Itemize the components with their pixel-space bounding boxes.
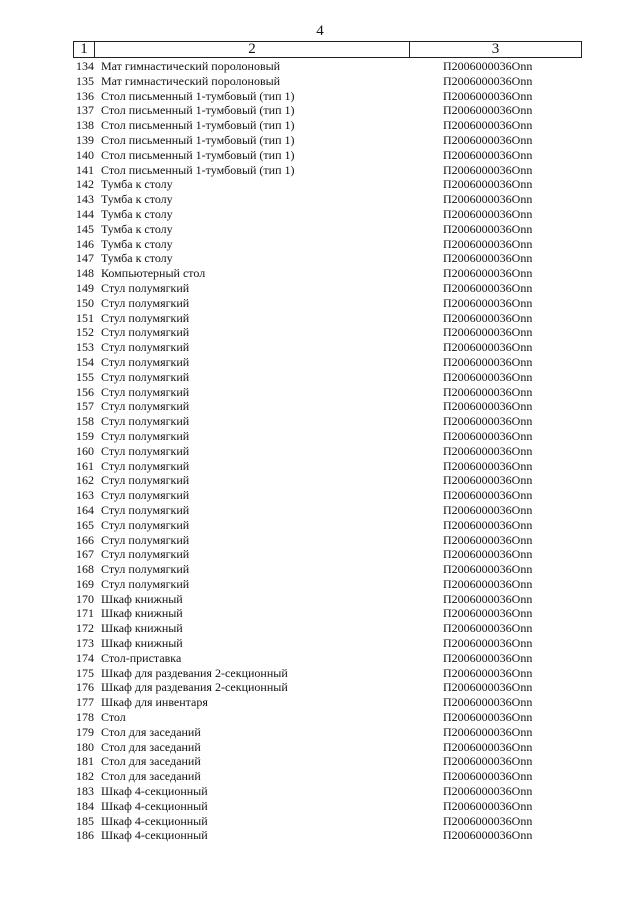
inventory-code: П2006000036Оnn	[443, 162, 533, 177]
item-name: Шкаф книжный	[101, 591, 183, 606]
item-name: Шкаф 4-секционный	[101, 813, 208, 828]
row-number: 159	[76, 428, 94, 443]
row-number: 162	[76, 473, 94, 488]
inventory-code: П2006000036Оnn	[443, 414, 533, 429]
inventory-code: П2006000036Оnn	[443, 724, 533, 739]
item-name: Стул полумягкий	[101, 517, 190, 532]
inventory-code: П2006000036Оnn	[443, 636, 533, 651]
item-name: Шкаф книжный	[101, 606, 183, 621]
item-name: Тумба к столу	[101, 177, 173, 192]
table-row	[0, 769, 640, 784]
table-row	[0, 370, 640, 385]
table-row	[0, 429, 640, 444]
table-row	[0, 533, 640, 548]
inventory-code: П2006000036Оnn	[443, 266, 533, 281]
inventory-code: П2006000036Оnn	[443, 325, 533, 340]
inventory-code: П2006000036Оnn	[443, 710, 533, 725]
inventory-code: П2006000036Оnn	[443, 606, 533, 621]
table-header	[73, 41, 582, 58]
table-row	[0, 311, 640, 326]
row-number: 180	[76, 739, 94, 754]
table-row	[0, 577, 640, 592]
item-name: Стул полумягкий	[101, 340, 190, 355]
inventory-code: П2006000036Оnn	[443, 517, 533, 532]
item-name: Шкаф 4-секционный	[101, 798, 208, 813]
row-number: 174	[76, 650, 94, 665]
inventory-code: П2006000036Оnn	[443, 591, 533, 606]
page-number: 4	[316, 23, 324, 39]
inventory-code: П2006000036Оnn	[443, 147, 533, 162]
table-row	[0, 251, 640, 266]
item-name: Тумба к столу	[101, 236, 173, 251]
table-row	[0, 444, 640, 459]
table-row	[0, 592, 640, 607]
item-name: Мат гимнастический поролоновый	[101, 73, 281, 88]
item-name: Стул полумягкий	[101, 458, 190, 473]
item-name: Шкаф книжный	[101, 636, 183, 651]
column-header-3: 3	[491, 41, 500, 57]
inventory-code: П2006000036Оnn	[443, 443, 533, 458]
row-number: 158	[76, 414, 94, 429]
item-name: Шкаф 4-секционный	[101, 828, 208, 843]
row-number: 152	[76, 325, 94, 340]
inventory-code: П2006000036Оnn	[443, 340, 533, 355]
table-row	[0, 799, 640, 814]
column-header-2: 2	[95, 42, 410, 57]
table-row	[0, 59, 640, 74]
inventory-code: П2006000036Оnn	[443, 88, 533, 103]
table-row	[0, 118, 640, 133]
table-row	[0, 222, 640, 237]
item-name: Стул полумягкий	[101, 280, 190, 295]
item-name: Стул полумягкий	[101, 295, 190, 310]
table-row	[0, 103, 640, 118]
table-row	[0, 621, 640, 636]
table-row	[0, 547, 640, 562]
inventory-code: П2006000036Оnn	[443, 532, 533, 547]
inventory-code: П2006000036Оnn	[443, 488, 533, 503]
table-row	[0, 651, 640, 666]
table-row	[0, 74, 640, 89]
table-row	[0, 399, 640, 414]
item-name: Стул полумягкий	[101, 310, 190, 325]
row-number: 142	[76, 177, 94, 192]
row-number: 135	[76, 73, 94, 88]
item-name: Стол письменный 1-тумбовый (тип 1)	[101, 132, 295, 147]
row-number: 161	[76, 458, 94, 473]
row-number: 138	[76, 118, 94, 133]
row-number: 150	[76, 295, 94, 310]
row-number: 154	[76, 354, 94, 369]
table-row	[0, 666, 640, 681]
table-row	[0, 754, 640, 769]
table-row	[0, 296, 640, 311]
inventory-code: П2006000036Оnn	[443, 428, 533, 443]
item-name: Стул полумягкий	[101, 428, 190, 443]
row-number: 165	[76, 517, 94, 532]
item-name: Стул полумягкий	[101, 399, 190, 414]
table-row	[0, 680, 640, 695]
inventory-code: П2006000036Оnn	[443, 354, 533, 369]
table-row	[0, 237, 640, 252]
item-name: Стул полумягкий	[101, 384, 190, 399]
table-row	[0, 325, 640, 340]
row-number: 181	[76, 754, 94, 769]
item-name: Стул полумягкий	[101, 325, 190, 340]
row-number: 147	[76, 251, 94, 266]
row-number: 145	[76, 221, 94, 236]
row-number: 148	[76, 266, 94, 281]
inventory-code: П2006000036Оnn	[443, 310, 533, 325]
inventory-code: П2006000036Оnn	[443, 650, 533, 665]
table-row	[0, 828, 640, 843]
table-row	[0, 414, 640, 429]
inventory-code: П2006000036Оnn	[443, 177, 533, 192]
row-number: 167	[76, 547, 94, 562]
row-number: 157	[76, 399, 94, 414]
inventory-code: П2006000036Оnn	[443, 73, 533, 88]
inventory-code: П2006000036Оnn	[443, 739, 533, 754]
item-name: Стол письменный 1-тумбовый (тип 1)	[101, 103, 295, 118]
inventory-code: П2006000036Оnn	[443, 473, 533, 488]
inventory-code: П2006000036Оnn	[443, 103, 533, 118]
row-number: 141	[76, 162, 94, 177]
table-row	[0, 281, 640, 296]
row-number: 139	[76, 132, 94, 147]
item-name: Компьютерный стол	[101, 266, 206, 281]
row-number: 175	[76, 665, 94, 680]
item-name: Шкаф книжный	[101, 621, 183, 636]
table-row	[0, 518, 640, 533]
table-row	[0, 473, 640, 488]
row-number: 164	[76, 502, 94, 517]
row-number: 146	[76, 236, 94, 251]
item-name: Тумба к столу	[101, 206, 173, 221]
inventory-code: П2006000036Оnn	[443, 132, 533, 147]
inventory-code: П2006000036Оnn	[443, 547, 533, 562]
inventory-code: П2006000036Оnn	[443, 369, 533, 384]
table-row	[0, 355, 640, 370]
table-row	[0, 488, 640, 503]
row-number: 176	[76, 680, 94, 695]
item-name: Стол-приставка	[101, 650, 182, 665]
item-name: Шкаф для раздевания 2-секционный	[101, 665, 288, 680]
inventory-code: П2006000036Оnn	[443, 251, 533, 266]
table-row	[0, 695, 640, 710]
column-header-1: 1	[74, 42, 95, 57]
table-row	[0, 562, 640, 577]
inventory-code: П2006000036Оnn	[443, 621, 533, 636]
inventory-code: П2006000036Оnn	[443, 280, 533, 295]
item-name: Стул полумягкий	[101, 443, 190, 458]
item-name: Стол письменный 1-тумбовый (тип 1)	[101, 118, 295, 133]
inventory-code: П2006000036Оnn	[443, 59, 533, 73]
row-number: 184	[76, 798, 94, 813]
item-name: Стул полумягкий	[101, 502, 190, 517]
inventory-table-body	[0, 59, 640, 843]
item-name: Стол для заседаний	[101, 754, 201, 769]
row-number: 134	[76, 59, 94, 73]
row-number: 177	[76, 695, 94, 710]
item-name: Стул полумягкий	[101, 547, 190, 562]
item-name: Шкаф для инвентаря	[101, 695, 208, 710]
inventory-code: П2006000036Оnn	[443, 295, 533, 310]
inventory-code: П2006000036Оnn	[443, 562, 533, 577]
table-row	[0, 89, 640, 104]
row-number: 160	[76, 443, 94, 458]
row-number: 170	[76, 591, 94, 606]
row-number: 169	[76, 576, 94, 591]
row-number: 144	[76, 206, 94, 221]
item-name: Стул полумягкий	[101, 532, 190, 547]
inventory-code: П2006000036Оnn	[443, 798, 533, 813]
item-name: Мат гимнастический поролоновый	[101, 59, 281, 73]
row-number: 153	[76, 340, 94, 355]
inventory-code: П2006000036Оnn	[443, 769, 533, 784]
inventory-code: П2006000036Оnn	[443, 384, 533, 399]
row-number: 183	[76, 784, 94, 799]
table-row	[0, 606, 640, 621]
row-number: 155	[76, 369, 94, 384]
item-name: Стол письменный 1-тумбовый (тип 1)	[101, 147, 295, 162]
inventory-code: П2006000036Оnn	[443, 813, 533, 828]
row-number: 168	[76, 562, 94, 577]
row-number: 156	[76, 384, 94, 399]
table-row	[0, 636, 640, 651]
item-name: Стол для заседаний	[101, 769, 201, 784]
table-row	[0, 133, 640, 148]
item-name: Тумба к столу	[101, 221, 173, 236]
table-row	[0, 385, 640, 400]
inventory-code: П2006000036Оnn	[443, 680, 533, 695]
row-number: 178	[76, 710, 94, 725]
item-name: Стул полумягкий	[101, 488, 190, 503]
item-name: Стол для заседаний	[101, 724, 201, 739]
item-name: Стул полумягкий	[101, 562, 190, 577]
item-name: Стул полумягкий	[101, 369, 190, 384]
inventory-code: П2006000036Оnn	[443, 695, 533, 710]
inventory-code: П2006000036Оnn	[443, 458, 533, 473]
row-number: 186	[76, 828, 94, 843]
inventory-code: П2006000036Оnn	[443, 502, 533, 517]
item-name: Стол	[101, 710, 126, 725]
table-row	[0, 207, 640, 222]
row-number: 149	[76, 280, 94, 295]
inventory-code: П2006000036Оnn	[443, 754, 533, 769]
item-name: Стол для заседаний	[101, 739, 201, 754]
item-name: Шкаф для раздевания 2-секционный	[101, 680, 288, 695]
table-row	[0, 177, 640, 192]
inventory-code: П2006000036Оnn	[443, 192, 533, 207]
item-name: Стул полумягкий	[101, 354, 190, 369]
inventory-code: П2006000036Оnn	[443, 784, 533, 799]
row-number: 185	[76, 813, 94, 828]
row-number: 171	[76, 606, 94, 621]
table-row	[0, 814, 640, 829]
item-name: Стул полумягкий	[101, 473, 190, 488]
row-number: 140	[76, 147, 94, 162]
table-row	[0, 148, 640, 163]
item-name: Стол письменный 1-тумбовый (тип 1)	[101, 88, 295, 103]
table-row	[0, 725, 640, 740]
inventory-code: П2006000036Оnn	[443, 236, 533, 251]
table-row	[0, 163, 640, 178]
row-number: 137	[76, 103, 94, 118]
item-name: Стол письменный 1-тумбовый (тип 1)	[101, 162, 295, 177]
row-number: 166	[76, 532, 94, 547]
table-row	[0, 459, 640, 474]
inventory-code: П2006000036Оnn	[443, 399, 533, 414]
row-number: 163	[76, 488, 94, 503]
table-row	[0, 340, 640, 355]
table-row	[0, 503, 640, 518]
item-name: Тумба к столу	[101, 192, 173, 207]
table-row	[0, 784, 640, 799]
inventory-code: П2006000036Оnn	[443, 221, 533, 236]
inventory-code: П2006000036Оnn	[443, 665, 533, 680]
item-name: Стул полумягкий	[101, 414, 190, 429]
table-row	[0, 192, 640, 207]
table-row	[0, 266, 640, 281]
inventory-code: П2006000036Оnn	[443, 576, 533, 591]
table-row	[0, 710, 640, 725]
inventory-code: П2006000036Оnn	[443, 206, 533, 221]
row-number: 143	[76, 192, 94, 207]
row-number: 172	[76, 621, 94, 636]
item-name: Стул полумягкий	[101, 576, 190, 591]
item-name: Шкаф 4-секционный	[101, 784, 208, 799]
inventory-code: П2006000036Оnn	[443, 828, 533, 843]
row-number: 182	[76, 769, 94, 784]
row-number: 151	[76, 310, 94, 325]
item-name: Тумба к столу	[101, 251, 173, 266]
inventory-code: П2006000036Оnn	[443, 118, 533, 133]
table-row	[0, 740, 640, 755]
row-number: 179	[76, 724, 94, 739]
row-number: 173	[76, 636, 94, 651]
row-number: 136	[76, 88, 94, 103]
